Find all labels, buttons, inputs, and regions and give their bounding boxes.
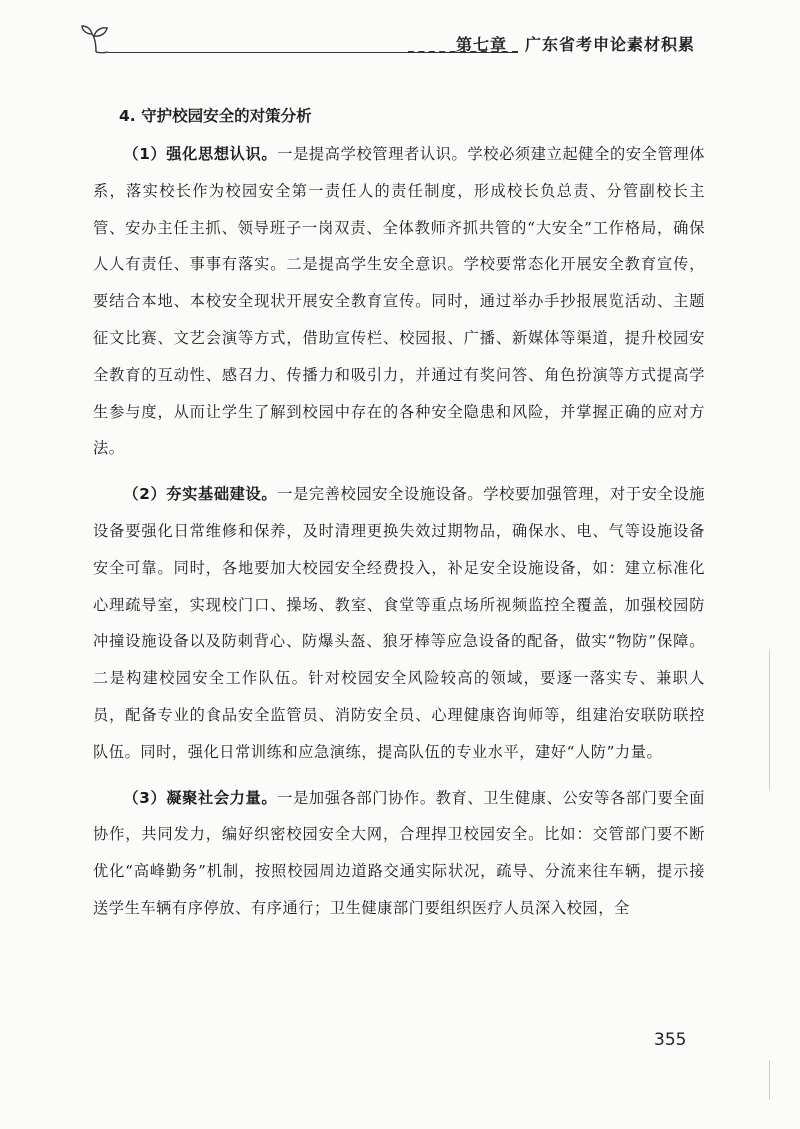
scan-edge-mark <box>769 650 770 790</box>
page-content <box>93 96 705 936</box>
chapter-label: 第七章 <box>456 35 508 54</box>
paragraph-3-text: 一是加强各部门协作。教育、卫生健康、公安等各部门要全面协作，共同发力，编好织密校园安全大网，合理捍卫校园安全。比如：交管部门要不断优化“高峰勤务”机制，按照校园周边道路交通实际状况，疏导、分流来往车辆，提示接送学生车辆有序停放、有序通行；卫生健康部门要组织医疗人员深入校园，全 <box>93 788 705 917</box>
paragraph-2-text: 一是完善校园安全设施设备。学校要加强管理，对于安全设施设备要强化日常维修和保养，及时清理更换失效过期物品，确保水、电、气等设施设备安全可靠。同时，各地要加大校园安全经费投入，补足安全设施设备，如：建立标准化心理疏导室，实现校门口、操场、教室、食堂等重点场所视频监控全覆盖，加强校园防冲撞设施设备以及防刺背心、防爆头盔、狼牙棒等应急设备的配备，做实“物防”保障。二是构建校园安全工作队伍。针对校园安全风险较高的领域，要逐一落实专、兼职人员，配备专业的食品安全监管员、消防安全员、心理健康咨询师等，组建治安联防联控队伍。同时，强化日常训练和应急演练，提高队伍的专业水平，建好“人防”力量。 <box>93 485 705 761</box>
paragraph-1-text: 一是提高学校管理者认识。学校必须建立起健全的安全管理体系，落实校长作为校园安全第一责任人的责任制度，形成校长负总责、分管副校长主管、安办主任主抓、领导班子一岗双责、全体教师齐抓共管的“大安全”工作格局，确保人人有责任、事事有落实。二是提高学生安全意识。学校要常态化开展安全教育宣传，要结合本地、本校安全现状开展安全教育宣传。同时，通过举办手抄报展览活动、主题征文比赛、文艺会演等方式，借助宣传栏、校园报、广播、新媒体等渠道，提升校园安全教育的互动性、感召力、传播力和吸引力，并通过有奖问答、角色扮演等方式提高学生参与度，从而让学生了解到校园中存在的各种安全隐患和风险，并掌握正确的应对方法。 <box>93 145 705 458</box>
page-number: 355 <box>654 1030 687 1050</box>
paragraph-3-lead: （3）凝聚社会力量。 <box>123 788 278 807</box>
section-heading: 4. 守护校园安全的对策分析 <box>119 107 312 125</box>
paragraph-2-lead: （2）夯实基础建设。 <box>123 485 278 504</box>
book-title: 广东省考申论素材积累 <box>525 35 696 54</box>
running-header <box>78 22 718 62</box>
header-title <box>456 32 695 55</box>
paragraph-1 <box>93 136 705 467</box>
paragraph-1-lead: （1）强化思想认识。 <box>123 145 278 163</box>
paragraph-2 <box>93 476 705 770</box>
paragraph-3 <box>93 780 705 927</box>
scan-edge-mark <box>769 1060 770 1100</box>
